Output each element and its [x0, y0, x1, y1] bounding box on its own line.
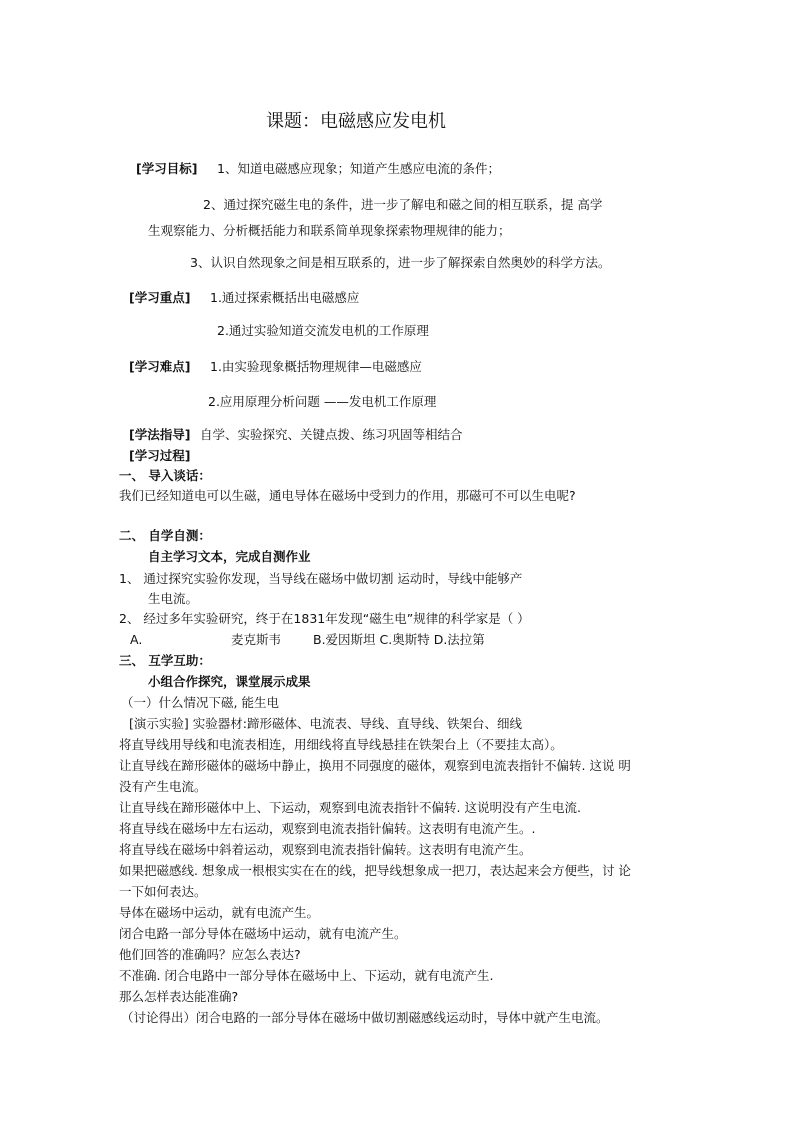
- key-point-2: 2.通过实验知道交流发电机的工作原理: [217, 323, 429, 338]
- section-2-subheading: 自主学习文本，完成自测作业: [148, 549, 311, 564]
- question-2: 2、 经过多年实验研究，终于在1831年发现“磁生电”规律的科学家是（ ）: [119, 611, 530, 626]
- body-line: 导体在磁场中运动，就有电流产生。: [119, 905, 320, 920]
- body-line: 如果把磁感线. 想象成一根根实实在在的线，把导线想象成一把刀，表达起来会方便些，讨 论: [119, 863, 631, 878]
- demo-experiment: [演示实验] 实验器材:蹄形磁体、电流表、导线、直导线、铁架台、细线: [129, 716, 522, 731]
- section-3-subheading: 小组合作探究，课堂展示成果: [148, 674, 311, 689]
- choices-b-c-d: B.爱因斯坦 C.奥斯特 D.法拉第: [313, 632, 485, 647]
- section-1-heading: 一、 导入谈话：: [119, 468, 211, 483]
- page-title: 课题：电磁感应发电机: [266, 111, 446, 132]
- body-line: 没有产生电流。: [119, 779, 207, 794]
- body-line: （讨论得出）闭合电路的一部分导体在磁场中做切割磁感线运动时，导体中就产生电流。: [121, 1010, 609, 1025]
- choice-a-marker: A.: [130, 632, 143, 647]
- body-line: 让直导线在蹄形磁体的磁场中静止，换用不同强度的磁体，观察到电流表指针不偏转. 这说 明: [119, 758, 631, 773]
- method-label: [学法指导]: [129, 427, 191, 442]
- key-point-1: 1.通过探索概括出电磁感应: [210, 290, 360, 305]
- body-line: 让直导线在蹄形磁体中上、下运动，观察到电流表指针不偏转. 这说明没有产生电流.: [119, 800, 581, 815]
- method-text: 自学、实验探究、关键点拨、练习巩固等相结合: [200, 427, 463, 442]
- objective-1: 1、知道电磁感应现象；知道产生感应电流的条件；: [217, 161, 500, 176]
- choice-a-text: 麦克斯韦: [231, 632, 282, 647]
- objective-3: 3、认识自然现象之间是相互联系的，进一步了解探索自然奥妙的科学方法。: [190, 255, 611, 270]
- body-line: 他们回答的准确吗？应怎么表达?: [119, 947, 301, 962]
- section-3-heading: 三、 互学互助：: [119, 653, 211, 668]
- difficulty-2: 2.应用原理分析问题 ——发电机工作原理: [208, 394, 437, 409]
- body-line: 将直导线在磁场中左右运动，观察到电流表指针偏转。这表明有电流产生。.: [119, 821, 536, 836]
- question-1-line2: 生电流。: [148, 591, 199, 606]
- body-line: 闭合电路一部分导体在磁场中运动，就有电流产生。: [119, 926, 407, 941]
- key-points-label: [学习重点]: [129, 290, 191, 305]
- body-line: 将直导线用导线和电流表相连，用细线将直导线悬挂在铁架台上（不要挂太高）。: [119, 737, 563, 752]
- body-line: 一下如何表达。: [119, 884, 207, 899]
- question-1-line1: 1、 通过探究实验你发现，当导线在磁场中做切割 运动时，导线中能够产: [119, 571, 523, 586]
- section-2-heading: 二、 自学自测：: [119, 528, 211, 543]
- body-line: 不准确. 闭合电路中一部分导体在磁场中上、下运动，就有电流产生.: [119, 968, 494, 983]
- objective-2-line2: 生观察能力、分析概括能力和联系简单现象探索物理规律的能力；: [148, 223, 511, 238]
- part-1-heading: （一）什么情况下磁, 能生电: [121, 695, 279, 710]
- objectives-label: [学习目标]: [136, 161, 198, 176]
- body-line: 将直导线在磁场中斜着运动，观察到电流表指针偏转。这表明有电流产生。: [119, 842, 532, 857]
- difficulties-label: [学习难点]: [129, 359, 191, 374]
- difficulty-1: 1.由实验现象概括物理规律—电磁感应: [210, 359, 422, 374]
- process-label: [学习过程]: [129, 448, 191, 463]
- objective-2-line1: 2、通过探究磁生电的条件，进一步了解电和磁之间的相互联系，提 高学: [203, 197, 603, 212]
- section-1-text: 我们已经知道电可以生磁，通电导体在磁场中受到力的作用，那磁可不可以生电呢?: [119, 488, 576, 503]
- body-line: 那么怎样表达能准确?: [119, 989, 239, 1004]
